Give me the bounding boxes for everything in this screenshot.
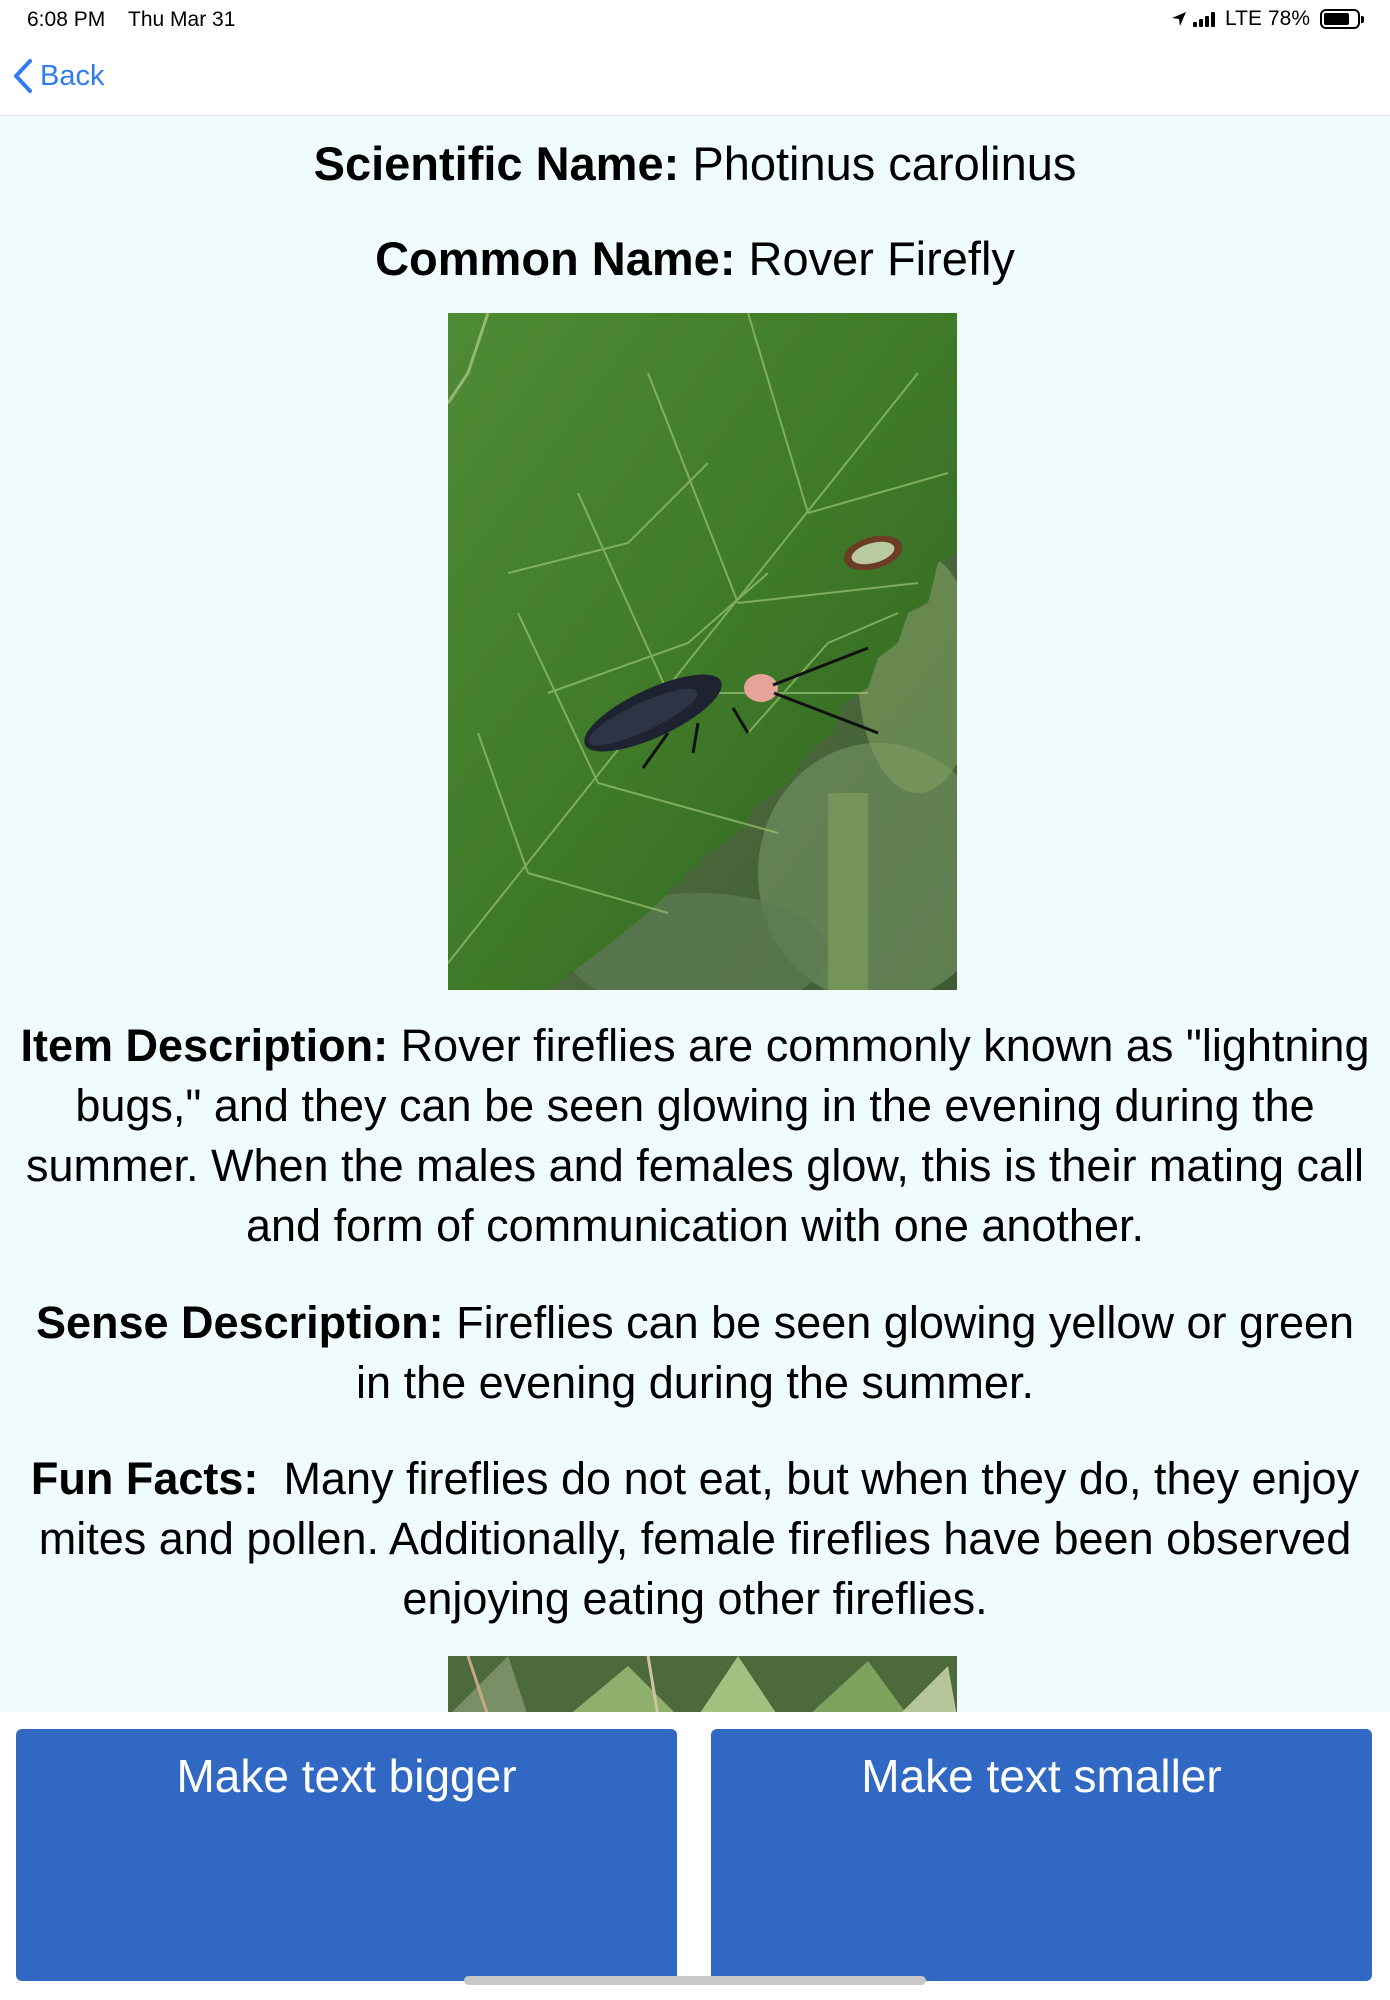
- signal-bars-icon: [1193, 11, 1215, 27]
- back-button[interactable]: [12, 58, 104, 94]
- sense-description: [18, 1293, 1372, 1413]
- battery-fill: [1324, 13, 1349, 25]
- scientific-name-value: Photinus carolinus: [692, 137, 1077, 190]
- battery-icon: [1320, 9, 1360, 29]
- text-size-controls: [0, 1712, 1390, 2000]
- common-name-label: Common Name:: [375, 232, 736, 285]
- item-description-value: Rover fireflies are commonly known as "lightning bugs," and they can be seen glowing in the evening during the summer. When the males and females glow, this is their mating call and form of communication with one another.: [25, 1020, 1370, 1251]
- scientific-name-label: Scientific Name:: [313, 137, 680, 190]
- status-date: Thu Mar 31: [128, 8, 236, 31]
- fun-facts-value: Many fireflies do not eat, but when they do, they enjoy mites and pollen. Additionally, female fireflies have been observed enjoying eating other fireflies.: [38, 1453, 1360, 1624]
- item-description-label: Item Description:: [20, 1020, 389, 1071]
- status-time: 6:08 PM: [27, 8, 106, 31]
- second-photo: [448, 1656, 957, 1712]
- common-name-value: Rover Firefly: [748, 232, 1015, 285]
- detail-content[interactable]: [0, 116, 1390, 1712]
- firefly-photo: [448, 313, 957, 990]
- item-description: [18, 1016, 1372, 1256]
- navigation-bar: [0, 40, 1390, 116]
- sense-description-value: Fireflies can be seen glowing yellow or green in the evening during the summer.: [356, 1297, 1355, 1408]
- location-arrow-icon: [1171, 11, 1187, 27]
- scientific-name-line: [0, 136, 1390, 192]
- network-type: LTE: [1225, 7, 1262, 30]
- status-bar: [0, 0, 1390, 40]
- fun-facts: [18, 1449, 1372, 1629]
- common-name-line: [0, 231, 1390, 287]
- chevron-left-icon: [12, 58, 34, 94]
- make-text-bigger-button[interactable]: Make text bigger: [16, 1729, 677, 1981]
- battery-percent: 78%: [1267, 7, 1310, 30]
- sense-description-label: Sense Description:: [35, 1297, 444, 1348]
- fun-facts-label: Fun Facts:: [30, 1453, 259, 1504]
- back-label: Back: [40, 59, 105, 92]
- make-text-smaller-button[interactable]: Make text smaller: [711, 1729, 1372, 1981]
- status-right: [1171, 7, 1360, 31]
- home-indicator[interactable]: [464, 1976, 926, 1985]
